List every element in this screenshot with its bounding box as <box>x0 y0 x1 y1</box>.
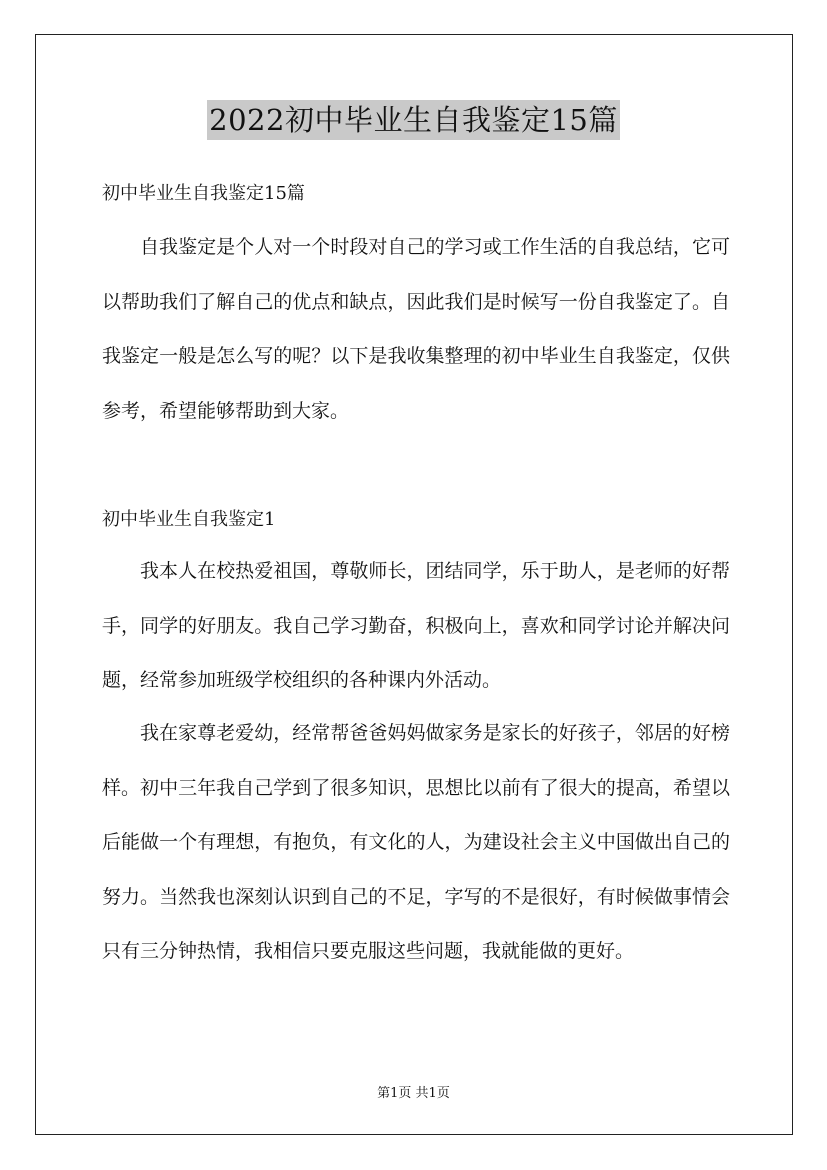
intro-paragraph: 自我鉴定是个人对一个时段对自己的学习或工作生活的自我总结，它可以帮助我们了解自己的优点和缺点，因此我们是时候写一份自我鉴定了。自我鉴定一般是怎么写的呢？以下是我收集整理的初中毕业生自我鉴定，仅供参考，希望能够帮助到大家。 <box>102 236 730 422</box>
body-paragraph-2: 我在家尊老爱幼，经常帮爸爸妈妈做家务是家长的好孩子，邻居的好榜样。初中三年我自己学到了很多知识，思想比以前有了很大的提高，希望以后能做一个有理想，有抱负，有文化的人，为建设社会主义中国做出自己的努力。当然我也深刻认识到自己的不足，字写的不是很好，有时候做事情会只有三分钟热情，我相信只要克服这些问题，我就能做的更好。 <box>102 722 730 962</box>
page-footer: 第1页 共1页 <box>377 1086 450 1101</box>
body-paragraph-1: 我本人在校热爱祖国，尊敬师长，团结同学，乐于助人，是老师的好帮手，同学的好朋友。我自己学习勤奋，积极向上，喜欢和同学讨论并解决问题，经常参加班级学校组织的各种课内外活动。 <box>102 560 730 691</box>
section-heading: 初中毕业生自我鉴定1 <box>102 509 276 530</box>
document-title: 2022初中毕业生自我鉴定15篇 <box>207 100 620 140</box>
title-container <box>0 100 827 140</box>
subtitle: 初中毕业生自我鉴定15篇 <box>102 183 305 204</box>
